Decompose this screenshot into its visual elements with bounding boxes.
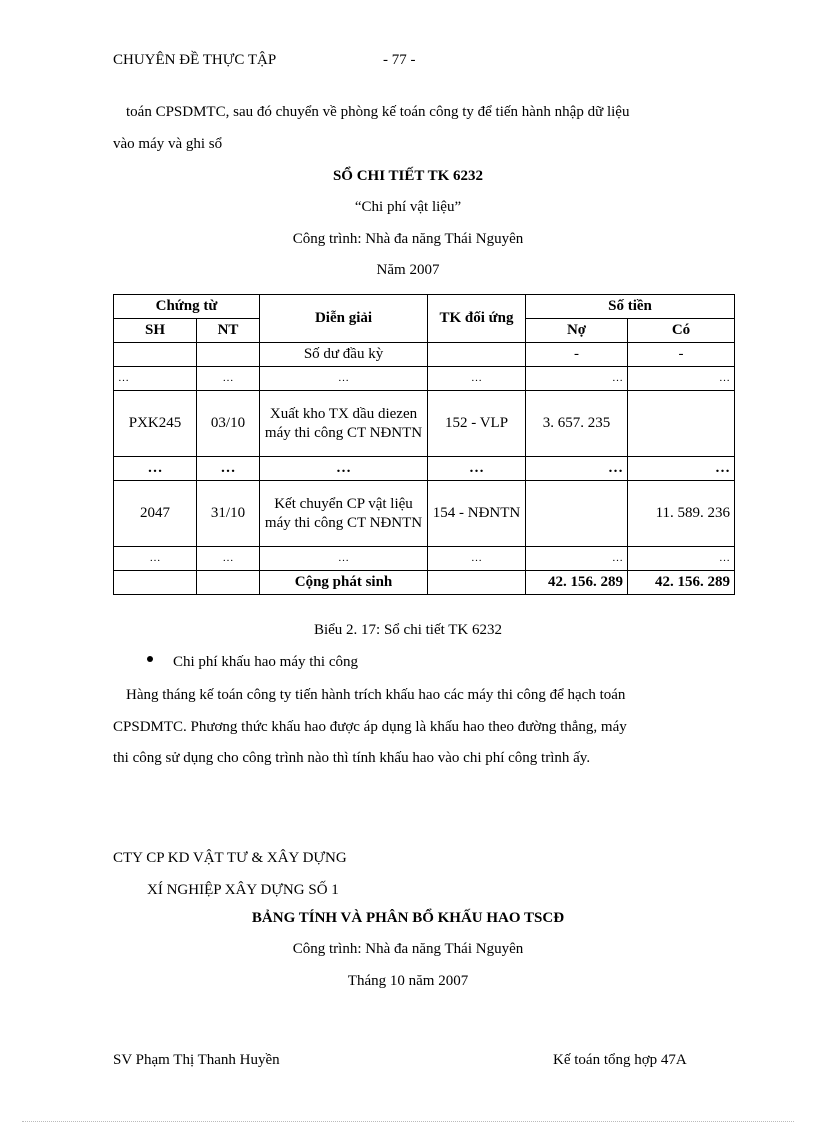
ellipsis-cell: … <box>628 547 735 571</box>
header-sh: SH <box>114 319 197 343</box>
table-caption: Biểu 2. 17: Sổ chi tiết TK 6232 <box>313 622 503 638</box>
enterprise-name: XÍ NGHIỆP XÂY DỰNG SỐ 1 <box>147 882 339 898</box>
depreciation-title: BẢNG TÍNH VÀ PHÂN BỔ KHẤU HAO TSCĐ <box>251 910 565 926</box>
ellipsis-cell: … <box>260 547 428 571</box>
cell <box>114 343 197 367</box>
table-header-row <box>114 295 735 319</box>
ledger-title: SỔ CHI TIẾT TK 6232 <box>332 168 484 184</box>
header-nt: NT <box>197 319 260 343</box>
header-amount: Số tiền <box>526 295 735 319</box>
cell <box>197 343 260 367</box>
ellipsis-cell: … <box>628 457 735 481</box>
paragraph-line-1: Hàng tháng kế toán công ty tiến hành trích khấu hao các máy thi công để hạch toán <box>126 687 626 703</box>
ellipsis-cell: … <box>428 457 526 481</box>
table-row <box>114 457 735 481</box>
bullet-icon <box>147 656 153 662</box>
row2-sh: 2047 <box>114 481 197 547</box>
header-debit: Nợ <box>526 319 628 343</box>
opening-debit: - <box>526 343 628 367</box>
table-row <box>114 343 735 367</box>
ellipsis-cell: … <box>526 457 628 481</box>
cell <box>114 571 197 595</box>
header-credit: Có <box>628 319 735 343</box>
page-number: - 77 - <box>383 52 416 68</box>
row1-sh: PXK245 <box>114 391 197 457</box>
depreciation-month: Tháng 10 năm 2007 <box>347 973 469 989</box>
table-row <box>114 367 735 391</box>
footer-divider <box>22 1121 794 1122</box>
total-credit: 42. 156. 289 <box>628 571 735 595</box>
ellipsis-cell: … <box>260 367 428 391</box>
cell <box>197 571 260 595</box>
table-row <box>114 391 735 457</box>
ellipsis-cell: … <box>526 547 628 571</box>
ledger-subtitle: “Chi phí vật liệu” <box>354 199 462 215</box>
bullet-text: Chi phí khấu hao máy thi công <box>173 654 358 670</box>
ledger-project: Công trình: Nhà đa năng Thái Nguyên <box>292 231 524 247</box>
header-account: TK đối ứng <box>428 295 526 343</box>
ellipsis-cell: … <box>114 547 197 571</box>
footer-student: SV Phạm Thị Thanh Huyền <box>113 1052 280 1068</box>
row2-description: Kết chuyển CP vật liệu máy thi công CT NĐNTN <box>260 481 428 547</box>
ellipsis-cell: … <box>428 367 526 391</box>
row1-description: Xuất kho TX dầu diezen máy thi công CT NĐNTN <box>260 391 428 457</box>
row2-account: 154 - NĐNTN <box>428 481 526 547</box>
row1-account: 152 - VLP <box>428 391 526 457</box>
ellipsis-cell: … <box>114 457 197 481</box>
table-total-row <box>114 571 735 595</box>
company-name: CTY CP KD VẬT TƯ & XÂY DỰNG <box>113 850 347 866</box>
depreciation-project: Công trình: Nhà đa năng Thái Nguyên <box>292 941 524 957</box>
opening-credit: - <box>628 343 735 367</box>
row1-debit: 3. 657. 235 <box>526 391 628 457</box>
opening-label: Số dư đầu kỳ <box>260 343 428 367</box>
footer-class: Kế toán tổng hợp 47A <box>553 1052 687 1068</box>
row1-credit <box>628 391 735 457</box>
row2-credit: 11. 589. 236 <box>628 481 735 547</box>
cell <box>428 343 526 367</box>
ellipsis-cell: … <box>197 457 260 481</box>
row2-nt: 31/10 <box>197 481 260 547</box>
cell <box>428 571 526 595</box>
ellipsis-cell: … <box>628 367 735 391</box>
row2-debit <box>526 481 628 547</box>
total-label: Cộng phát sinh <box>260 571 428 595</box>
ellipsis-cell: … <box>114 367 197 391</box>
ellipsis-cell: … <box>526 367 628 391</box>
row1-nt: 03/10 <box>197 391 260 457</box>
ledger-year: Năm 2007 <box>376 262 440 278</box>
paragraph-line-2: CPSDMTC. Phương thức khấu hao được áp dụng là khấu hao theo đường thẳng, máy <box>113 719 627 735</box>
ledger-table <box>113 294 735 595</box>
header-voucher: Chứng từ <box>114 295 260 319</box>
total-debit: 42. 156. 289 <box>526 571 628 595</box>
ellipsis-cell: … <box>428 547 526 571</box>
intro-line-2: vào máy và ghi sổ <box>113 136 223 152</box>
table-row <box>114 481 735 547</box>
intro-line-1: toán CPSDMTC, sau đó chuyển về phòng kế toán công ty để tiến hành nhập dữ liệu <box>126 104 630 120</box>
paragraph-line-3: thi công sử dụng cho công trình nào thì tính khấu hao vào chi phí công trình ấy. <box>113 750 591 766</box>
ellipsis-cell: … <box>197 367 260 391</box>
ellipsis-cell: … <box>197 547 260 571</box>
header-description: Diễn giải <box>260 295 428 343</box>
header-title: CHUYÊN ĐỀ THỰC TẬP <box>113 52 277 68</box>
ellipsis-cell: … <box>260 457 428 481</box>
table-row <box>114 547 735 571</box>
